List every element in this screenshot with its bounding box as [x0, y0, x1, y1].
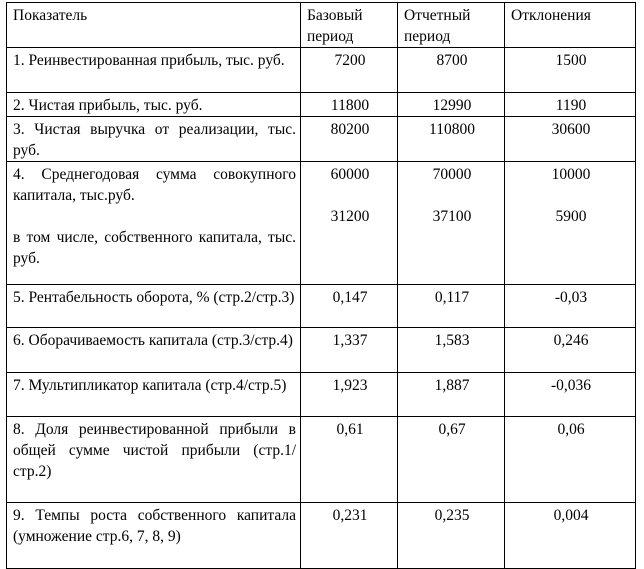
header-base-period: Базовый период [301, 3, 398, 48]
row-report-value: 0,117 [398, 285, 505, 328]
row-indicator: 8. Доля реинвестированной прибыли в общей сумме чистой прибыли (стр.1/стр.2) [7, 417, 301, 503]
row-report-value: 1,887 [398, 373, 505, 417]
table-row [7, 373, 636, 417]
row-deviation-value: -0,036 [505, 373, 636, 417]
row-base-value: 80200 [301, 117, 398, 162]
table-row [7, 93, 636, 117]
row-indicator: 2. Чистая прибыль, тыс. руб. [7, 93, 301, 117]
row-report-value: 12990 [398, 93, 505, 117]
row-deviation-group [505, 162, 636, 285]
row-spacer [13, 206, 296, 227]
row-sub-report-value: 37100 [432, 208, 472, 225]
row-indicator: 5. Рентабельность оборота, % (стр.2/стр.3) [7, 285, 301, 328]
row-deviation-value: 10000 [551, 166, 591, 183]
row-deviation-value: 0,004 [505, 503, 636, 569]
row-deviation-value: 1190 [505, 93, 636, 117]
row-indicator: 1. Реинвестированная прибыль, тыс. руб. [7, 48, 301, 93]
row-indicator: 6. Оборачиваемость капитала (стр.3/стр.4) [7, 328, 301, 373]
table-row [7, 285, 636, 328]
row-report-value: 70000 [432, 166, 472, 183]
row-deviation-value: 0,06 [505, 417, 636, 503]
header-indicator: Показатель [7, 3, 301, 48]
row-deviation-value: 1500 [505, 48, 636, 93]
row-base-value: 1,337 [301, 328, 398, 373]
row-report-group [398, 162, 505, 285]
row-deviation-value: -0,03 [505, 285, 636, 328]
table-row [7, 117, 636, 162]
header-row [7, 3, 636, 48]
row-spacer [511, 185, 631, 206]
table-row [7, 48, 636, 93]
row-base-value: 60000 [330, 166, 370, 183]
row-base-value: 11800 [301, 93, 398, 117]
row-sub-deviation-value: 5900 [555, 208, 587, 225]
row-deviation-value: 30600 [505, 117, 636, 162]
row-base-group [301, 162, 398, 285]
row-sub-indicator: в том числе, собственного капитала, тыс. руб. [13, 229, 296, 267]
row-base-value: 7200 [301, 48, 398, 93]
table-row [7, 503, 636, 569]
table-row [7, 417, 636, 503]
row-report-value: 0,67 [398, 417, 505, 503]
row-base-value: 1,923 [301, 373, 398, 417]
row-indicator: 9. Темпы роста собственного капитала (умножение стр.6, 7, 8, 9) [7, 503, 301, 569]
row-spacer [307, 185, 393, 206]
row-indicator: 7. Мультипликатор капитала (стр.4/стр.5) [7, 373, 301, 417]
row-base-value: 0,61 [301, 417, 398, 503]
row-spacer [404, 185, 500, 206]
row-base-value: 0,231 [301, 503, 398, 569]
table-row [7, 162, 636, 285]
row-deviation-value: 0,246 [505, 328, 636, 373]
row-indicator-group [7, 162, 301, 285]
table-row [7, 328, 636, 373]
indicators-table [6, 2, 636, 569]
header-deviation: Отклонения [505, 3, 636, 48]
row-indicator: 3. Чистая выручка от реализации, тыс. руб. [7, 117, 301, 162]
row-report-value: 0,235 [398, 503, 505, 569]
row-base-value: 0,147 [301, 285, 398, 328]
row-sub-base-value: 31200 [330, 208, 370, 225]
row-report-value: 110800 [398, 117, 505, 162]
row-report-value: 8700 [398, 48, 505, 93]
row-indicator: 4. Среднегодовая сумма совокупного капитала, тыс.руб. [13, 166, 296, 204]
row-report-value: 1,583 [398, 328, 505, 373]
header-report-period: Отчетный период [398, 3, 505, 48]
